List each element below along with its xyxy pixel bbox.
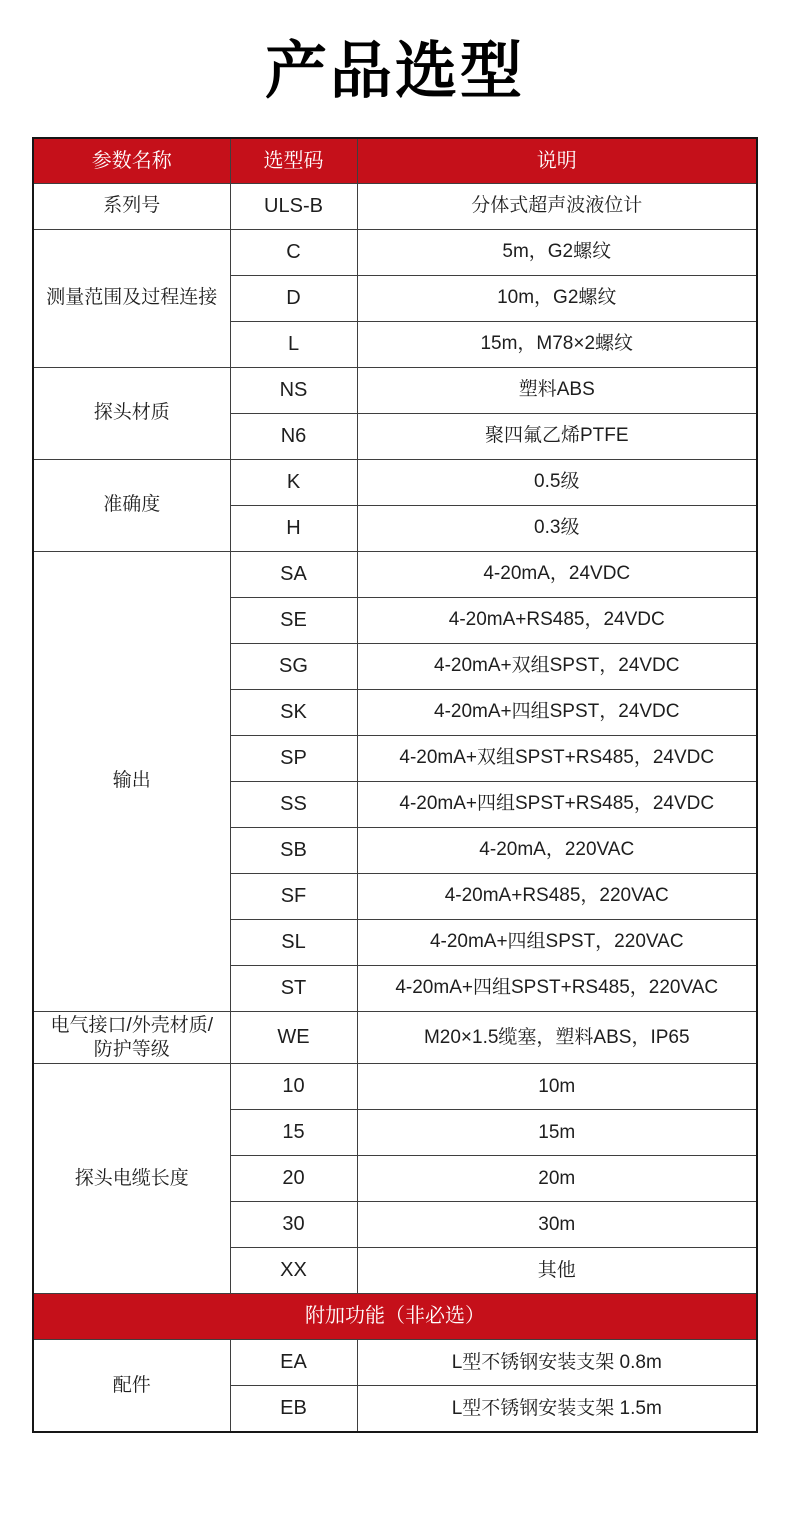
code-cell: EA xyxy=(230,1340,357,1386)
table-row xyxy=(33,367,757,413)
desc-cell: 其他 xyxy=(357,1248,757,1294)
code-cell: H xyxy=(230,505,357,551)
desc-cell: 塑料ABS xyxy=(357,367,757,413)
desc-cell: 分体式超声波液位计 xyxy=(357,183,757,229)
code-cell: SL xyxy=(230,919,357,965)
param-cell: 测量范围及过程连接 xyxy=(33,229,230,367)
code-cell: K xyxy=(230,459,357,505)
code-cell: SS xyxy=(230,781,357,827)
desc-cell: 4-20mA，220VAC xyxy=(357,827,757,873)
table-head xyxy=(33,138,757,183)
code-cell: SA xyxy=(230,551,357,597)
desc-cell: 15m xyxy=(357,1110,757,1156)
desc-cell: 4-20mA+RS485，24VDC xyxy=(357,597,757,643)
code-cell: 30 xyxy=(230,1202,357,1248)
table-body xyxy=(33,183,757,1432)
code-cell: 20 xyxy=(230,1156,357,1202)
code-cell: NS xyxy=(230,367,357,413)
col-header-selection-code: 选型码 xyxy=(230,138,357,183)
code-cell: D xyxy=(230,275,357,321)
section-banner: 附加功能（非必选） xyxy=(33,1294,757,1340)
code-cell: 10 xyxy=(230,1064,357,1110)
code-cell: SB xyxy=(230,827,357,873)
table-row xyxy=(33,1064,757,1110)
desc-cell: 30m xyxy=(357,1202,757,1248)
code-cell: ST xyxy=(230,965,357,1011)
param-cell: 配件 xyxy=(33,1340,230,1432)
code-cell: SK xyxy=(230,689,357,735)
desc-cell: 0.5级 xyxy=(357,459,757,505)
param-cell: 准确度 xyxy=(33,459,230,551)
col-header-description: 说明 xyxy=(357,138,757,183)
page-title: 产品选型 xyxy=(264,37,525,106)
code-cell: SP xyxy=(230,735,357,781)
code-cell: ULS-B xyxy=(230,183,357,229)
code-cell: SG xyxy=(230,643,357,689)
desc-cell: 5m，G2螺纹 xyxy=(357,229,757,275)
section-banner-row xyxy=(33,1294,757,1340)
desc-cell: 4-20mA+四组SPST+RS485，24VDC xyxy=(357,781,757,827)
desc-cell: 4-20mA+四组SPST+RS485，220VAC xyxy=(357,965,757,1011)
table-row xyxy=(33,551,757,597)
param-cell: 系列号 xyxy=(33,183,230,229)
code-cell: XX xyxy=(230,1248,357,1294)
desc-cell: 4-20mA+双组SPST+RS485，24VDC xyxy=(357,735,757,781)
desc-cell: 0.3级 xyxy=(357,505,757,551)
desc-cell: 15m，M78×2螺纹 xyxy=(357,321,757,367)
desc-cell: L型不锈钢安装支架 1.5m xyxy=(357,1386,757,1432)
param-cell: 探头电缆长度 xyxy=(33,1064,230,1294)
desc-cell: 4-20mA+四组SPST，24VDC xyxy=(357,689,757,735)
code-cell: WE xyxy=(230,1011,357,1064)
code-cell: 15 xyxy=(230,1110,357,1156)
param-cell: 探头材质 xyxy=(33,367,230,459)
desc-cell: 聚四氟乙烯PTFE xyxy=(357,413,757,459)
desc-cell: 4-20mA+RS485，220VAC xyxy=(357,873,757,919)
code-cell: EB xyxy=(230,1386,357,1432)
table-row xyxy=(33,1340,757,1386)
table-row xyxy=(33,183,757,229)
code-cell: L xyxy=(230,321,357,367)
desc-cell: 10m xyxy=(357,1064,757,1110)
desc-cell: L型不锈钢安装支架 0.8m xyxy=(357,1340,757,1386)
code-cell: C xyxy=(230,229,357,275)
product-selection-table xyxy=(32,137,758,1433)
table-row xyxy=(33,229,757,275)
table-row xyxy=(33,459,757,505)
col-header-param-name: 参数名称 xyxy=(33,138,230,183)
code-cell: SF xyxy=(230,873,357,919)
desc-cell: 20m xyxy=(357,1156,757,1202)
param-cell: 输出 xyxy=(33,551,230,1011)
desc-cell: M20×1.5缆塞，塑料ABS，IP65 xyxy=(357,1011,757,1064)
desc-cell: 4-20mA，24VDC xyxy=(357,551,757,597)
desc-cell: 4-20mA+四组SPST，220VAC xyxy=(357,919,757,965)
code-cell: SE xyxy=(230,597,357,643)
desc-cell: 4-20mA+双组SPST，24VDC xyxy=(357,643,757,689)
param-cell: 电气接口/外壳材质/防护等级 xyxy=(33,1011,230,1064)
code-cell: N6 xyxy=(230,413,357,459)
desc-cell: 10m，G2螺纹 xyxy=(357,275,757,321)
table-row xyxy=(33,1011,757,1064)
table-header-row xyxy=(33,138,757,183)
